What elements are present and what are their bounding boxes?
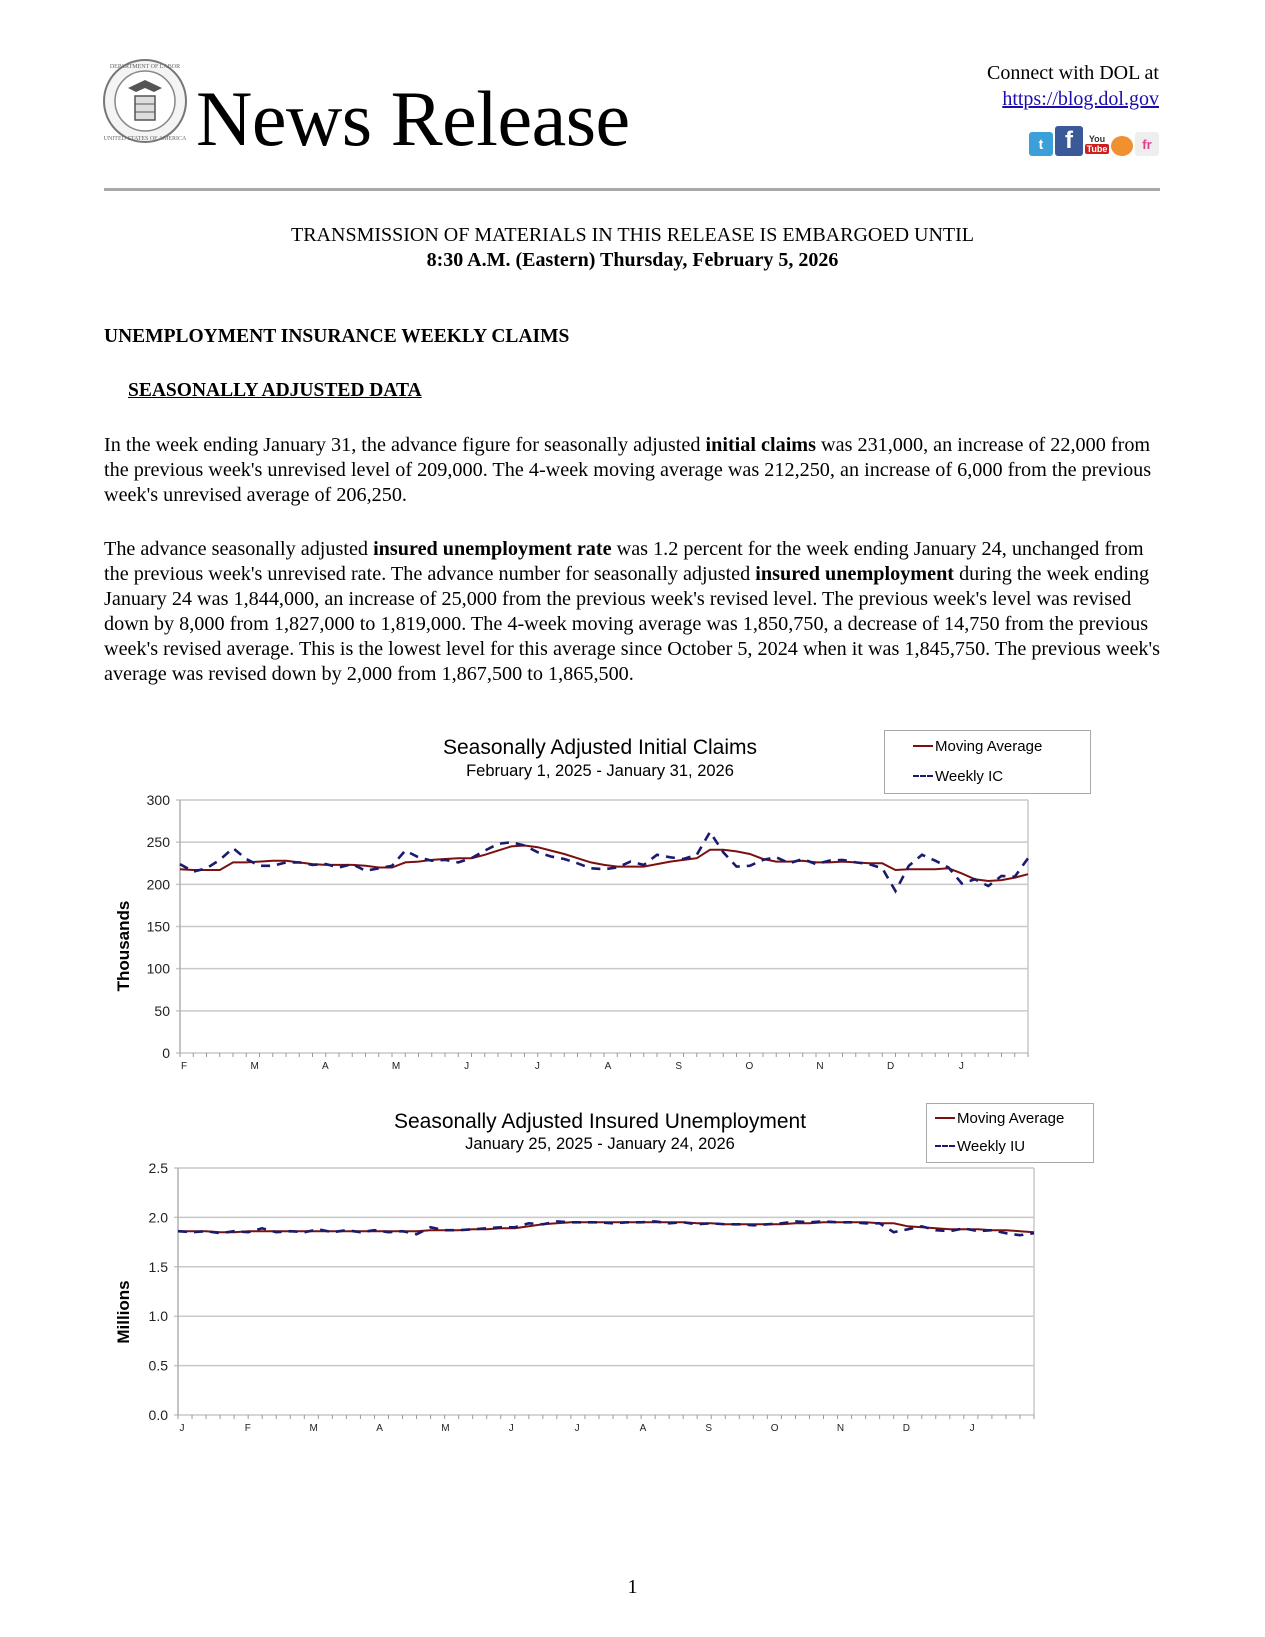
x-tick-label: D xyxy=(887,1061,895,1072)
x-tick-label: M xyxy=(391,1061,401,1072)
y-tick-label: 2.0 xyxy=(148,1209,168,1226)
x-tick-label: S xyxy=(675,1061,683,1072)
svg-text:DEPARTMENT OF LABOR: DEPARTMENT OF LABOR xyxy=(109,64,181,70)
x-tick-label: M xyxy=(441,1423,450,1434)
chart1-subtitle: February 1, 2025 - January 31, 2026 xyxy=(466,762,734,780)
text-run: The advance seasonally adjusted xyxy=(104,538,374,560)
chart2-plot xyxy=(130,1160,1070,1470)
x-tick-label: J xyxy=(534,1061,540,1072)
x-tick-label: M xyxy=(250,1061,259,1072)
y-tick-label: 0.5 xyxy=(148,1357,168,1374)
page-title: News Release xyxy=(196,75,630,162)
x-tick-label: M xyxy=(309,1423,318,1434)
initial-claims-paragraph xyxy=(104,433,1166,508)
chart1-plot xyxy=(130,790,1060,1100)
x-tick-label: F xyxy=(180,1061,188,1072)
x-tick-label: A xyxy=(639,1423,647,1434)
dashed-line-swatch-icon xyxy=(913,775,933,777)
twitter-icon[interactable]: t xyxy=(1029,132,1053,156)
legend-item-weekly xyxy=(885,761,1090,791)
x-tick-label: N xyxy=(816,1061,824,1072)
chart2-subtitle: January 25, 2025 - January 24, 2026 xyxy=(465,1135,735,1153)
social-icons xyxy=(1029,126,1159,156)
y-tick-label: 200 xyxy=(146,876,170,893)
legend-label: Weekly IC xyxy=(935,767,1004,785)
blog-link[interactable]: https://blog.dol.gov xyxy=(1002,88,1159,110)
x-tick-label: J xyxy=(179,1423,185,1434)
x-tick-label: J xyxy=(574,1423,580,1434)
y-tick-label: 50 xyxy=(154,1002,170,1019)
legend-item-weekly xyxy=(927,1132,1093,1160)
x-tick-label: J xyxy=(969,1423,975,1434)
moving-average-line xyxy=(180,846,1028,882)
chart2-y-axis-label: Millions xyxy=(114,1280,133,1344)
insured-unemployment-paragraph xyxy=(104,537,1166,687)
y-tick-label: 1.0 xyxy=(148,1308,168,1325)
facebook-icon[interactable]: f xyxy=(1055,126,1083,156)
y-tick-label: 1.5 xyxy=(148,1258,168,1275)
x-tick-label: S xyxy=(705,1423,713,1434)
text-run: during the week ending January 24 was 1,844,000, an increase of 25,000 from the previous week's revised level. The previous week's level was revised down by 8,000 from 1,827,000 to 1,819,000. The 4-week moving average was 1,850,750, a decrease of 14,750 from the previous week's revised average. This is the lowest level for this average since October 5, 2024 when it was 1,845,750. The previous week's average was revised down by 2,000 from 1,867,500 to 1,865,500. xyxy=(104,563,1160,685)
header-divider xyxy=(104,188,1160,191)
legend-label: Moving Average xyxy=(935,737,1043,755)
y-tick-label: 250 xyxy=(146,834,170,851)
chart1-y-axis-label: Thousands xyxy=(114,900,133,992)
text-run: In the week ending January 31, the advance figure for seasonally adjusted xyxy=(104,434,706,456)
x-tick-label: J xyxy=(958,1061,964,1072)
x-tick-label: A xyxy=(376,1423,383,1434)
legend-label: Moving Average xyxy=(957,1109,1065,1127)
blog-icon[interactable] xyxy=(1111,136,1133,156)
y-tick-label: 0.0 xyxy=(148,1407,168,1423)
chart1-legend xyxy=(884,730,1091,794)
y-tick-label: 2.5 xyxy=(148,1160,168,1176)
x-tick-label: J xyxy=(508,1423,514,1434)
dol-seal-logo xyxy=(102,58,188,144)
legend-label: Weekly IU xyxy=(957,1137,1026,1155)
x-tick-label: N xyxy=(836,1423,845,1434)
solid-line-swatch-icon xyxy=(913,745,933,747)
y-tick-label: 300 xyxy=(146,792,170,808)
x-tick-label: J xyxy=(464,1061,470,1072)
embargo-line-1: TRANSMISSION OF MATERIALS IN THIS RELEASE IS EMBARGOED UNTIL xyxy=(291,224,974,246)
section-heading: UNEMPLOYMENT INSURANCE WEEKLY CLAIMS xyxy=(104,326,570,347)
bold-term: insured unemployment rate xyxy=(373,538,612,560)
legend-item-moving-average xyxy=(885,731,1090,761)
section-subheading: SEASONALLY ADJUSTED DATA xyxy=(128,380,422,401)
flickr-icon[interactable]: fr xyxy=(1135,132,1159,156)
x-tick-label: O xyxy=(770,1423,779,1434)
y-tick-label: 100 xyxy=(146,960,170,977)
legend-item-moving-average xyxy=(927,1104,1093,1132)
youtube-icon[interactable]: You Tube xyxy=(1086,134,1108,154)
x-tick-label: D xyxy=(902,1423,910,1434)
dashed-line-swatch-icon xyxy=(935,1145,955,1147)
chart2-title: Seasonally Adjusted Insured Unemployment xyxy=(393,1110,807,1133)
chart2-legend xyxy=(926,1103,1094,1163)
x-tick-label: F xyxy=(244,1423,251,1434)
text-run: was 231,000, an increase of 22,000 from the previous week's unrevised level of 209,000. The 4-week moving average was 212,250, an increase of 6,000 from the previous week's unrevised average of 206,250. xyxy=(104,434,1152,506)
text-run: was 1.2 percent for the week ending January 24, unchanged from the previous week's unrevised rate. The advance number for seasonally adjusted xyxy=(104,538,1144,585)
x-tick-label: O xyxy=(745,1061,754,1072)
bold-term: initial claims xyxy=(705,434,816,456)
solid-line-swatch-icon xyxy=(935,1117,955,1119)
svg-text:UNITED STATES OF AMERICA: UNITED STATES OF AMERICA xyxy=(103,136,187,142)
y-tick-label: 0 xyxy=(162,1045,170,1061)
bold-term: insured unemployment xyxy=(755,563,955,585)
connect-text: Connect with DOL at xyxy=(986,62,1159,84)
chart1-title: Seasonally Adjusted Initial Claims xyxy=(443,736,757,759)
x-tick-label: A xyxy=(321,1061,329,1072)
y-tick-label: 150 xyxy=(146,918,170,935)
x-tick-label: A xyxy=(604,1061,612,1072)
connect-block xyxy=(987,60,1159,112)
weekly-series-line xyxy=(178,1221,1034,1235)
page-number: 1 xyxy=(627,1576,638,1598)
embargo-line-2: 8:30 A.M. (Eastern) Thursday, February 5, 2026 xyxy=(426,249,839,271)
weekly-series-line xyxy=(180,832,1028,891)
